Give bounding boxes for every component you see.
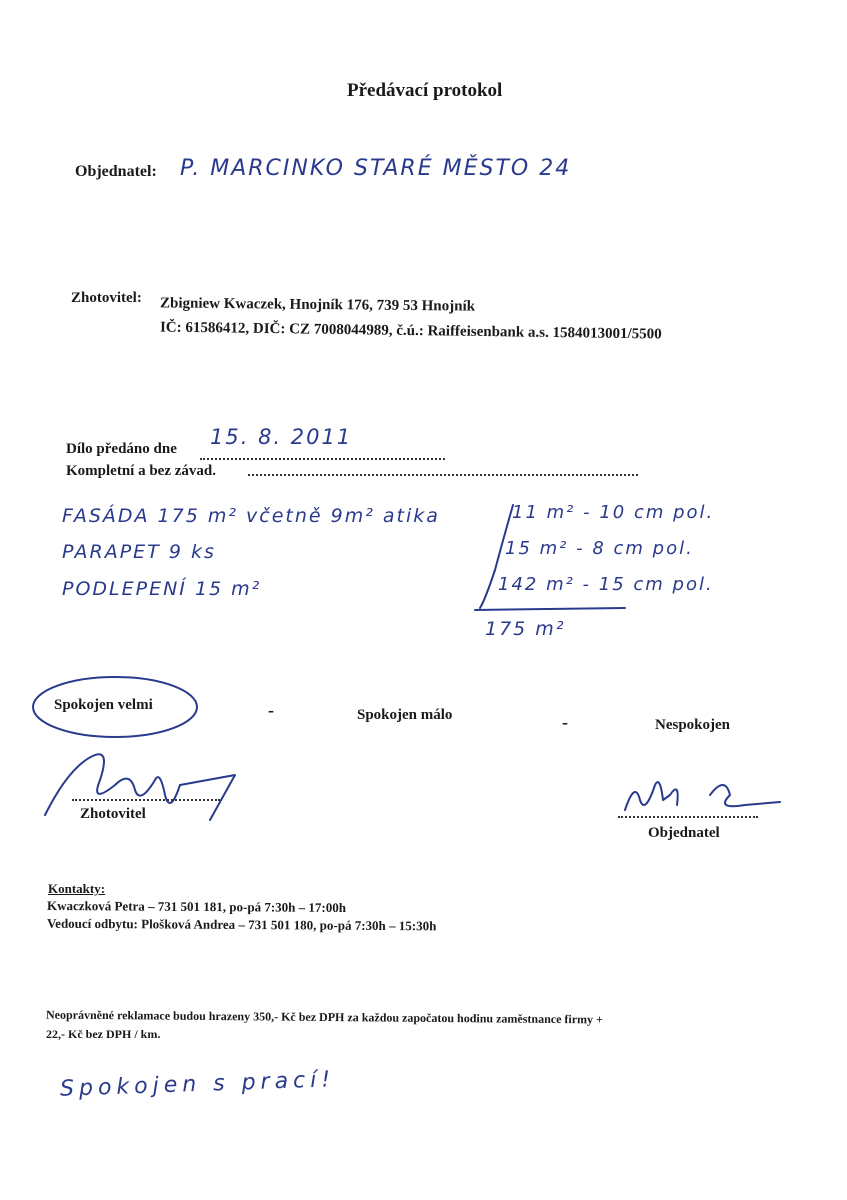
item-facade: FASÁDA 175 m² včetně 9m² atika <box>62 505 440 527</box>
handover-label: Dílo předáno dne <box>66 441 177 457</box>
note-line-1: Neoprávněné reklamace budou hrazeny 350,- Kč bez DPH za každou započatou hodinu zaměstnance firmy + <box>45 1007 603 1027</box>
separator-1: - <box>268 700 274 720</box>
contractor-label: Zhotovitel <box>80 806 146 822</box>
objednatel-label: Objednatel: <box>75 163 157 180</box>
client-signature <box>615 770 795 820</box>
client-signature-line <box>618 816 758 818</box>
item-right-2: 15 m² - 8 cm pol. <box>505 538 694 559</box>
satisfaction-option-2: Spokojen málo <box>357 707 453 723</box>
document-title: Předávací protokol <box>347 80 503 101</box>
contacts-line-1: Kwaczková Petra – 731 501 181, po-pá 7:30h – 17:00h <box>46 897 347 916</box>
handover-date-line <box>200 458 445 460</box>
contacts-line-2: Vedoucí odbytu: Plošková Andrea – 731 501 180, po-pá 7:30h – 15:30h <box>46 915 437 934</box>
item-right-1: 11 m² - 10 cm pol. <box>512 502 715 523</box>
item-right-3: 142 m² - 15 cm pol. <box>498 574 714 595</box>
note-line-2: 22,- Kč bez DPH / km. <box>46 1027 161 1041</box>
satisfaction-option-1: Spokojen velmi <box>54 697 153 713</box>
zhotovitel-line2: IČ: 61586412, DIČ: CZ 7008044989, č.ú.: Raiffeisenbank a.s. 1584013001/5500 <box>159 319 662 343</box>
item-total: 175 m² <box>485 618 566 640</box>
item-parapet: PARAPET 9 ks <box>62 541 216 563</box>
handover-condition-line <box>248 474 638 476</box>
client-label: Objednatel <box>648 825 720 841</box>
separator-2: - <box>562 712 568 732</box>
satisfaction-option-3: Nespokojen <box>655 717 731 733</box>
contacts-heading: Kontakty: <box>48 881 106 896</box>
contractor-signature-line <box>72 799 220 801</box>
zhotovitel-label: Zhotovitel: <box>71 290 142 306</box>
objednatel-value: P. MARCINKO STARÉ MĚSTO 24 <box>180 156 572 181</box>
closing-remark: Spokojen s prací! <box>59 1067 336 1102</box>
item-podlepeni: PODLEPENÍ 15 m² <box>62 578 262 600</box>
handover-date: 15. 8. 2011 <box>210 425 353 449</box>
zhotovitel-line1: Zbigniew Kwaczek, Hnojník 176, 739 53 Hnojník <box>159 295 476 315</box>
handover-condition: Kompletní a bez závad. <box>66 463 216 479</box>
